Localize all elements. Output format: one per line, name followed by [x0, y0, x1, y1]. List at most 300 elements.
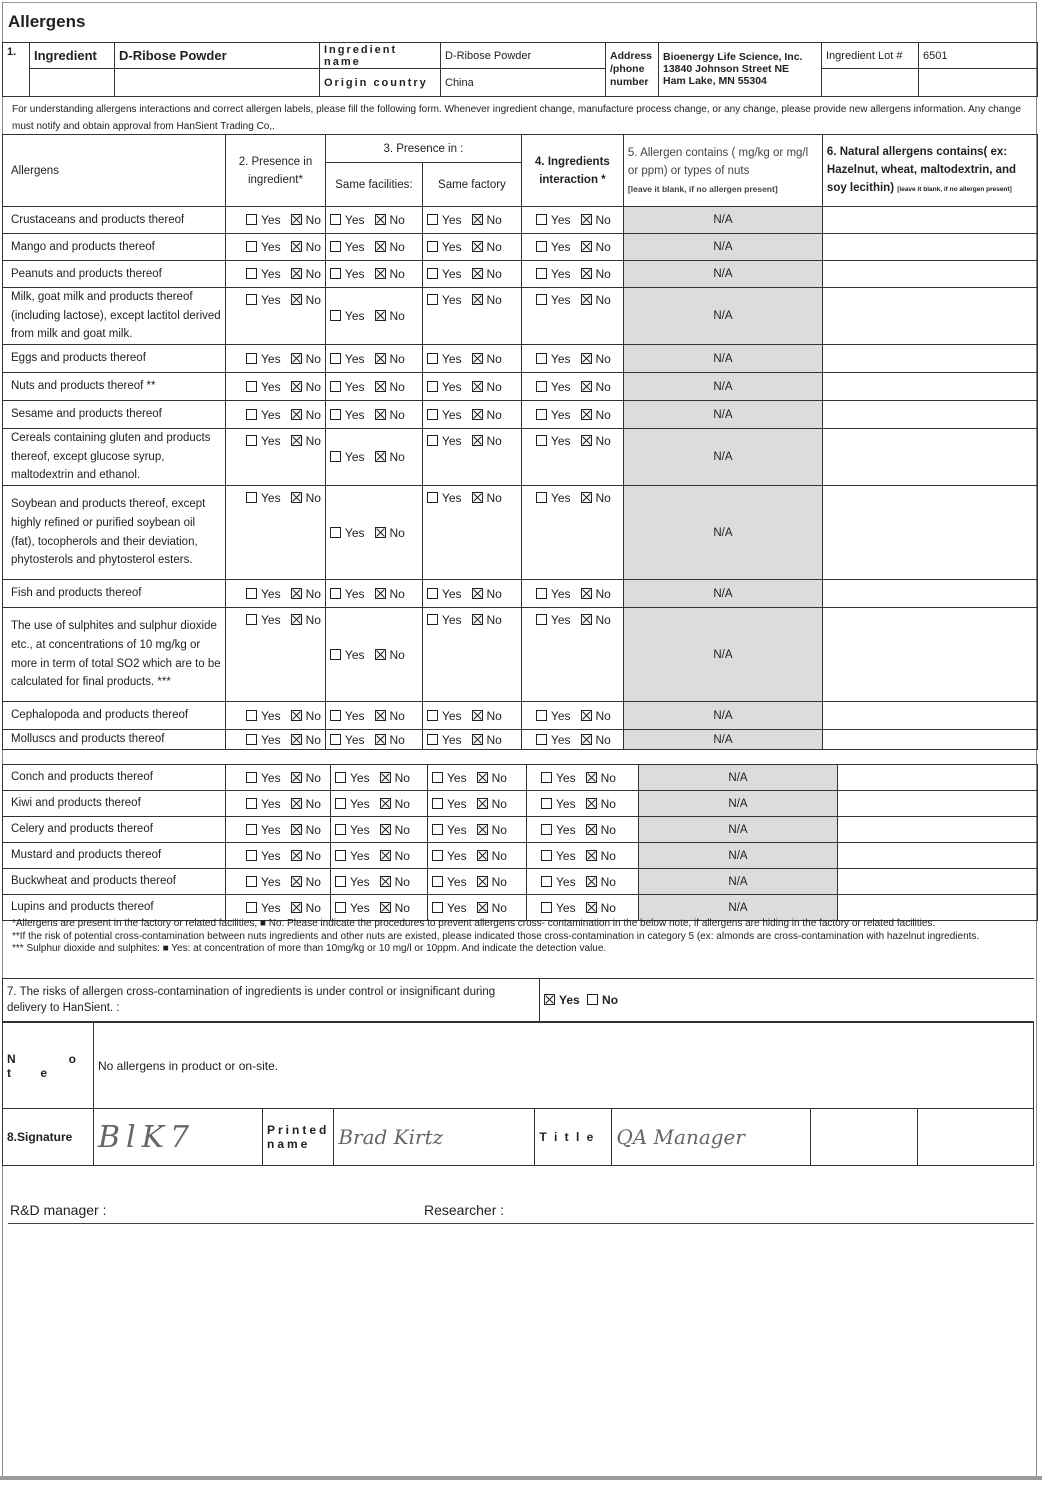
same-factory-no-checkbox[interactable]	[472, 492, 483, 503]
allergen-contains-cell[interactable]: N/A	[623, 486, 822, 580]
interaction-yes-checkbox[interactable]	[541, 798, 552, 809]
presence-no-checkbox[interactable]	[291, 824, 302, 835]
interaction-no-checkbox[interactable]	[581, 734, 592, 745]
same-factory-choice[interactable]	[427, 213, 502, 227]
same-facilities-yes-checkbox[interactable]	[330, 381, 341, 392]
same-facilities-no-checkbox[interactable]	[375, 451, 386, 462]
section7-yes-checkbox[interactable]	[544, 994, 555, 1005]
allergen-contains-cell[interactable]: N/A	[623, 345, 822, 373]
same-facilities-yes-checkbox[interactable]	[335, 876, 346, 887]
same-facilities-choice[interactable]	[330, 352, 405, 366]
same-factory-no-checkbox[interactable]	[472, 353, 483, 364]
same-factory-choice[interactable]	[427, 613, 502, 627]
interaction-choice[interactable]	[541, 823, 616, 837]
interaction-choice[interactable]	[536, 587, 611, 601]
allergen-contains-cell[interactable]: N/A	[623, 730, 822, 750]
same-facilities-choice[interactable]	[330, 526, 405, 540]
allergen-contains-cell[interactable]: N/A	[623, 373, 822, 401]
same-facilities-no-checkbox[interactable]	[380, 876, 391, 887]
same-factory-choice[interactable]	[427, 240, 502, 254]
natural-allergens-cell[interactable]	[838, 765, 1038, 791]
same-factory-yes-checkbox[interactable]	[427, 294, 438, 305]
interaction-choice[interactable]	[536, 613, 611, 627]
same-factory-no-checkbox[interactable]	[477, 876, 488, 887]
presence-no-checkbox[interactable]	[291, 409, 302, 420]
same-factory-yes-checkbox[interactable]	[432, 824, 443, 835]
same-factory-yes-checkbox[interactable]	[427, 588, 438, 599]
same-facilities-yes-checkbox[interactable]	[330, 451, 341, 462]
same-factory-choice[interactable]	[427, 352, 502, 366]
same-factory-no-checkbox[interactable]	[472, 588, 483, 599]
interaction-choice[interactable]	[536, 240, 611, 254]
presence-choice[interactable]	[246, 434, 321, 448]
interaction-choice[interactable]	[541, 849, 616, 863]
same-factory-yes-checkbox[interactable]	[427, 409, 438, 420]
presence-yes-checkbox[interactable]	[246, 492, 257, 503]
presence-choice[interactable]	[246, 613, 321, 627]
allergen-contains-cell[interactable]: N/A	[639, 843, 838, 869]
same-facilities-choice[interactable]	[330, 267, 405, 281]
interaction-cell	[521, 580, 623, 608]
presence-yes-checkbox[interactable]	[246, 294, 257, 305]
same-factory-no-checkbox[interactable]	[477, 772, 488, 783]
same-facilities-choice[interactable]	[330, 309, 405, 323]
same-factory-choice[interactable]	[432, 849, 507, 863]
same-factory-choice[interactable]	[427, 293, 502, 307]
same-facilities-no-checkbox[interactable]	[380, 772, 391, 783]
allergen-row	[3, 843, 1038, 869]
presence-cell	[226, 207, 326, 234]
natural-allergens-cell[interactable]	[822, 207, 1037, 234]
interaction-no-checkbox[interactable]	[581, 710, 592, 721]
same-factory-yes-checkbox[interactable]	[427, 492, 438, 503]
same-factory-yes-checkbox[interactable]	[427, 353, 438, 364]
natural-allergens-cell[interactable]	[822, 730, 1037, 750]
interaction-no-checkbox[interactable]	[581, 214, 592, 225]
presence-no-checkbox[interactable]	[291, 588, 302, 599]
same-factory-choice[interactable]	[427, 434, 502, 448]
same-facilities-choice[interactable]	[335, 797, 410, 811]
natural-allergens-cell[interactable]	[822, 288, 1037, 345]
same-facilities-yes-checkbox[interactable]	[330, 241, 341, 252]
presence-choice[interactable]	[246, 352, 321, 366]
presence-choice[interactable]	[246, 240, 321, 254]
presence-no-checkbox[interactable]	[291, 850, 302, 861]
interaction-yes-checkbox[interactable]	[536, 381, 547, 392]
same-factory-no-checkbox[interactable]	[472, 614, 483, 625]
natural-allergens-cell[interactable]	[822, 373, 1037, 401]
same-facilities-choice[interactable]	[335, 875, 410, 889]
same-factory-yes-checkbox[interactable]	[427, 214, 438, 225]
interaction-cell	[521, 345, 623, 373]
presence-yes-checkbox[interactable]	[246, 772, 257, 783]
allergen-name: Cephalopoda and products thereof	[3, 702, 226, 730]
allergen-contains-cell[interactable]: N/A	[639, 869, 838, 895]
presence-yes-checkbox[interactable]	[246, 214, 257, 225]
same-facilities-yes-checkbox[interactable]	[330, 588, 341, 599]
interaction-no-checkbox[interactable]	[581, 241, 592, 252]
signature-mark[interactable]	[94, 1109, 263, 1166]
same-facilities-choice[interactable]	[330, 450, 405, 464]
presence-no-checkbox[interactable]	[291, 614, 302, 625]
natural-allergens-cell[interactable]	[838, 843, 1038, 869]
interaction-yes-checkbox[interactable]	[541, 824, 552, 835]
same-facilities-choice[interactable]	[330, 587, 405, 601]
interaction-choice[interactable]	[536, 380, 611, 394]
same-facilities-no-checkbox[interactable]	[375, 649, 386, 660]
same-facilities-no-checkbox[interactable]	[380, 824, 391, 835]
interaction-yes-checkbox[interactable]	[536, 588, 547, 599]
presence-yes-checkbox[interactable]	[246, 710, 257, 721]
same-facilities-choice[interactable]	[335, 771, 410, 785]
presence-no-checkbox[interactable]	[291, 710, 302, 721]
same-factory-choice[interactable]	[427, 408, 502, 422]
same-factory-no-checkbox[interactable]	[472, 435, 483, 446]
same-factory-yes-checkbox[interactable]	[432, 850, 443, 861]
same-factory-choice[interactable]	[432, 875, 507, 889]
same-facilities-yes-checkbox[interactable]	[330, 353, 341, 364]
presence-yes-checkbox[interactable]	[246, 409, 257, 420]
same-facilities-yes-checkbox[interactable]	[335, 850, 346, 861]
presence-no-checkbox[interactable]	[291, 294, 302, 305]
same-factory-yes-checkbox[interactable]	[427, 614, 438, 625]
presence-choice[interactable]	[246, 797, 321, 811]
interaction-yes-checkbox[interactable]	[536, 241, 547, 252]
section7-no-checkbox[interactable]	[587, 994, 598, 1005]
same-facilities-choice[interactable]	[330, 213, 405, 227]
interaction-no-checkbox[interactable]	[586, 902, 597, 913]
presence-no-checkbox[interactable]	[291, 214, 302, 225]
lot-value[interactable]: 6501	[919, 43, 1038, 69]
interaction-yes-checkbox[interactable]	[541, 902, 552, 913]
interaction-yes-checkbox[interactable]	[536, 409, 547, 420]
natural-allergens-cell[interactable]	[838, 869, 1038, 895]
presence-yes-checkbox[interactable]	[246, 268, 257, 279]
same-facilities-yes-label: Yes	[344, 379, 365, 394]
same-factory-yes-checkbox[interactable]	[432, 876, 443, 887]
same-facilities-choice[interactable]	[335, 849, 410, 863]
same-factory-yes-checkbox[interactable]	[427, 268, 438, 279]
printed-name-value[interactable]: Brad Kirtz	[334, 1109, 535, 1166]
same-facilities-choice[interactable]	[330, 408, 405, 422]
presence-yes-checkbox[interactable]	[246, 824, 257, 835]
natural-allergens-cell[interactable]	[822, 345, 1037, 373]
presence-choice[interactable]	[246, 823, 321, 837]
same-facilities-no-checkbox[interactable]	[375, 588, 386, 599]
same-factory-cell	[422, 730, 521, 750]
same-factory-no-checkbox[interactable]	[472, 241, 483, 252]
same-facilities-choice[interactable]	[330, 380, 405, 394]
same-facilities-choice[interactable]	[330, 733, 405, 747]
same-factory-yes-checkbox[interactable]	[427, 381, 438, 392]
same-factory-choice[interactable]	[427, 491, 502, 505]
signature-label: 8.Signature	[3, 1109, 94, 1166]
allergen-name: Soybean and products thereof, except highly refined or purified soybean oil (fat), tocopherols and their deviation, phytosterols and phytosterol esters.	[3, 486, 226, 580]
presence-choice[interactable]	[246, 901, 321, 915]
presence-choice[interactable]	[246, 408, 321, 422]
interaction-yes-label: Yes	[550, 613, 571, 627]
interaction-no-checkbox[interactable]	[586, 876, 597, 887]
interaction-no-checkbox[interactable]	[586, 772, 597, 783]
interaction-choice[interactable]	[536, 434, 611, 448]
interaction-choice[interactable]	[536, 733, 611, 747]
presence-yes-label: Yes	[261, 434, 281, 448]
interaction-no-checkbox[interactable]	[586, 850, 597, 861]
interaction-no-checkbox[interactable]	[581, 614, 592, 625]
natural-allergens-cell[interactable]	[822, 608, 1037, 702]
col-natural	[822, 135, 1037, 207]
same-factory-choice[interactable]	[427, 733, 502, 747]
interaction-choice[interactable]	[541, 901, 616, 915]
same-facilities-yes-checkbox[interactable]	[330, 214, 341, 225]
presence-no-checkbox[interactable]	[291, 241, 302, 252]
interaction-no-checkbox[interactable]	[581, 409, 592, 420]
same-factory-choice[interactable]	[427, 587, 502, 601]
interaction-no-checkbox[interactable]	[586, 824, 597, 835]
natural-allergens-cell[interactable]	[822, 234, 1037, 261]
same-facilities-yes-checkbox[interactable]	[330, 310, 341, 321]
presence-no-checkbox[interactable]	[291, 268, 302, 279]
presence-no-checkbox[interactable]	[291, 353, 302, 364]
same-factory-no-checkbox[interactable]	[477, 798, 488, 809]
ingredient-name-value[interactable]: D-Ribose Powder	[441, 43, 606, 69]
interaction-no-checkbox[interactable]	[581, 492, 592, 503]
same-facilities-choice[interactable]	[335, 901, 410, 915]
interaction-choice[interactable]	[536, 709, 611, 723]
interaction-no-checkbox[interactable]	[581, 435, 592, 446]
allergen-contains-cell[interactable]: N/A	[639, 817, 838, 843]
same-facilities-yes-checkbox[interactable]	[330, 527, 341, 538]
interaction-choice[interactable]	[536, 491, 611, 505]
natural-allergens-cell[interactable]	[838, 817, 1038, 843]
natural-allergens-cell[interactable]	[838, 791, 1038, 817]
allergen-row	[3, 486, 1038, 580]
same-facilities-choice[interactable]	[330, 240, 405, 254]
presence-choice[interactable]	[246, 709, 321, 723]
allergen-contains-cell[interactable]: N/A	[623, 608, 822, 702]
same-facilities-yes-checkbox[interactable]	[330, 409, 341, 420]
same-facilities-no-checkbox[interactable]	[380, 902, 391, 913]
interaction-yes-checkbox[interactable]	[536, 214, 547, 225]
same-facilities-no-checkbox[interactable]	[375, 381, 386, 392]
allergen-contains-cell[interactable]: N/A	[623, 207, 822, 234]
presence-no-checkbox[interactable]	[291, 435, 302, 446]
same-factory-choice[interactable]	[432, 901, 507, 915]
same-facilities-no-checkbox[interactable]	[380, 798, 391, 809]
presence-choice[interactable]	[246, 380, 321, 394]
interaction-yes-checkbox[interactable]	[541, 772, 552, 783]
same-facilities-no-checkbox[interactable]	[375, 310, 386, 321]
allergen-contains-cell[interactable]: N/A	[623, 429, 822, 486]
address-value[interactable]	[659, 43, 822, 97]
interaction-yes-checkbox[interactable]	[536, 353, 547, 364]
same-factory-yes-checkbox[interactable]	[427, 241, 438, 252]
same-factory-choice[interactable]	[432, 823, 507, 837]
same-facilities-yes-checkbox[interactable]	[330, 734, 341, 745]
allergen-contains-cell[interactable]: N/A	[623, 702, 822, 730]
same-facilities-no-checkbox[interactable]	[375, 710, 386, 721]
same-facilities-choice[interactable]	[330, 648, 405, 662]
same-facilities-no-checkbox[interactable]	[375, 353, 386, 364]
interaction-choice[interactable]	[536, 408, 611, 422]
same-facilities-no-checkbox[interactable]	[375, 409, 386, 420]
presence-yes-checkbox[interactable]	[246, 435, 257, 446]
interaction-yes-checkbox[interactable]	[536, 294, 547, 305]
lot-label: Ingredient Lot #	[822, 43, 919, 69]
presence-yes-checkbox[interactable]	[246, 381, 257, 392]
presence-no-checkbox[interactable]	[291, 734, 302, 745]
same-factory-yes-checkbox[interactable]	[427, 435, 438, 446]
presence-choice[interactable]	[246, 491, 321, 505]
presence-no-checkbox[interactable]	[291, 381, 302, 392]
interaction-yes-checkbox[interactable]	[536, 734, 547, 745]
same-facilities-yes-checkbox[interactable]	[335, 824, 346, 835]
presence-no-checkbox[interactable]	[291, 492, 302, 503]
interaction-choice[interactable]	[536, 267, 611, 281]
same-factory-no-label: No	[486, 491, 502, 505]
allergen-contains-cell[interactable]: N/A	[623, 580, 822, 608]
presence-choice[interactable]	[246, 849, 321, 863]
same-factory-yes-checkbox[interactable]	[432, 798, 443, 809]
interaction-yes-checkbox[interactable]	[536, 614, 547, 625]
same-factory-yes-checkbox[interactable]	[432, 772, 443, 783]
same-facilities-no-checkbox[interactable]	[380, 850, 391, 861]
natural-allergens-cell[interactable]	[838, 895, 1038, 921]
same-facilities-no-checkbox[interactable]	[375, 214, 386, 225]
presence-choice[interactable]	[246, 771, 321, 785]
natural-allergens-cell[interactable]	[822, 702, 1037, 730]
same-factory-choice[interactable]	[432, 797, 507, 811]
allergen-contains-cell[interactable]: N/A	[639, 765, 838, 791]
presence-choice[interactable]	[246, 587, 321, 601]
same-facilities-no-checkbox[interactable]	[375, 734, 386, 745]
same-facilities-choice[interactable]	[335, 823, 410, 837]
presence-no-checkbox[interactable]	[291, 902, 302, 913]
interaction-no-checkbox[interactable]	[581, 353, 592, 364]
presence-yes-checkbox[interactable]	[246, 614, 257, 625]
natural-allergens-cell[interactable]	[822, 401, 1037, 429]
origin-value[interactable]: China	[441, 69, 606, 97]
natural-allergens-cell[interactable]	[822, 429, 1037, 486]
interaction-yes-checkbox[interactable]	[536, 710, 547, 721]
section7-answer[interactable]	[540, 979, 1035, 1022]
presence-choice[interactable]	[246, 733, 321, 747]
allergen-contains-cell[interactable]: N/A	[639, 895, 838, 921]
natural-allergens-cell[interactable]	[822, 261, 1037, 288]
same-factory-yes-label: Yes	[441, 379, 462, 394]
presence-no-checkbox[interactable]	[291, 876, 302, 887]
presence-yes-checkbox[interactable]	[246, 588, 257, 599]
same-factory-choice[interactable]	[432, 771, 507, 785]
interaction-no-checkbox[interactable]	[586, 798, 597, 809]
interaction-yes-checkbox[interactable]	[536, 268, 547, 279]
title-value[interactable]: QA Manager	[612, 1109, 811, 1166]
presence-yes-checkbox[interactable]	[246, 798, 257, 809]
interaction-no-checkbox[interactable]	[581, 294, 592, 305]
same-facilities-yes-checkbox[interactable]	[330, 268, 341, 279]
col-natural-text: 6. Natural allergens contains( ex: Hazelnut, wheat, maltodextrin, and soy lecithin)	[826, 145, 1017, 194]
interaction-choice[interactable]	[536, 213, 611, 227]
same-facilities-choice[interactable]	[330, 709, 405, 723]
presence-choice[interactable]	[246, 293, 321, 307]
ingredient-value[interactable]: D-Ribose Powder	[115, 43, 320, 69]
same-factory-yes-checkbox[interactable]	[427, 710, 438, 721]
same-factory-choice[interactable]	[427, 380, 502, 394]
interaction-choice[interactable]	[541, 797, 616, 811]
natural-allergens-cell[interactable]	[822, 580, 1037, 608]
same-factory-no-checkbox[interactable]	[472, 734, 483, 745]
same-facilities-yes-checkbox[interactable]	[335, 902, 346, 913]
presence-choice[interactable]	[246, 875, 321, 889]
allergen-contains-cell[interactable]: N/A	[623, 261, 822, 288]
presence-no-checkbox[interactable]	[291, 772, 302, 783]
same-facilities-yes-label: Yes	[344, 213, 365, 227]
same-factory-yes-checkbox[interactable]	[432, 902, 443, 913]
same-factory-no-checkbox[interactable]	[472, 710, 483, 721]
same-facilities-yes-checkbox[interactable]	[330, 710, 341, 721]
same-factory-no-checkbox[interactable]	[477, 824, 488, 835]
interaction-yes-checkbox[interactable]	[541, 876, 552, 887]
same-factory-choice[interactable]	[427, 267, 502, 281]
same-factory-no-checkbox[interactable]	[472, 268, 483, 279]
interaction-cell	[527, 817, 639, 843]
allergen-contains-cell[interactable]: N/A	[623, 234, 822, 261]
interaction-choice[interactable]	[536, 352, 611, 366]
same-facilities-cell	[325, 486, 422, 580]
same-factory-no-checkbox[interactable]	[477, 902, 488, 913]
interaction-yes-label: Yes	[556, 796, 576, 811]
allergen-contains-cell[interactable]: N/A	[623, 401, 822, 429]
same-factory-no-checkbox[interactable]	[477, 850, 488, 861]
presence-no-checkbox[interactable]	[291, 798, 302, 809]
interaction-yes-checkbox[interactable]	[536, 492, 547, 503]
same-factory-no-checkbox[interactable]	[472, 294, 483, 305]
interaction-yes-checkbox[interactable]	[536, 435, 547, 446]
same-facilities-no-checkbox[interactable]	[375, 527, 386, 538]
presence-yes-checkbox[interactable]	[246, 850, 257, 861]
interaction-no-checkbox[interactable]	[581, 588, 592, 599]
same-facilities-yes-checkbox[interactable]	[335, 798, 346, 809]
same-factory-yes-checkbox[interactable]	[427, 734, 438, 745]
ingredient-header-table	[2, 42, 1038, 97]
presence-choice[interactable]	[246, 213, 321, 227]
presence-choice[interactable]	[246, 267, 321, 281]
interaction-yes-checkbox[interactable]	[541, 850, 552, 861]
presence-yes-checkbox[interactable]	[246, 902, 257, 913]
same-facilities-no-checkbox[interactable]	[375, 268, 386, 279]
natural-allergens-cell[interactable]	[822, 486, 1037, 580]
same-factory-no-checkbox[interactable]	[472, 381, 483, 392]
presence-yes-checkbox[interactable]	[246, 241, 257, 252]
note-value[interactable]: No allergens in product or on-site.	[94, 1023, 1034, 1109]
same-factory-no-checkbox[interactable]	[472, 409, 483, 420]
same-facilities-yes-checkbox[interactable]	[330, 649, 341, 660]
presence-yes-checkbox[interactable]	[246, 876, 257, 887]
interaction-no-checkbox[interactable]	[581, 268, 592, 279]
same-facilities-no-checkbox[interactable]	[375, 241, 386, 252]
interaction-choice[interactable]	[541, 875, 616, 889]
interaction-no-checkbox[interactable]	[581, 381, 592, 392]
interaction-choice[interactable]	[536, 293, 611, 307]
allergen-contains-cell[interactable]: N/A	[639, 791, 838, 817]
allergen-contains-cell[interactable]: N/A	[623, 288, 822, 345]
same-factory-choice[interactable]	[427, 709, 502, 723]
same-factory-no-checkbox[interactable]	[472, 214, 483, 225]
same-facilities-yes-checkbox[interactable]	[335, 772, 346, 783]
presence-yes-checkbox[interactable]	[246, 734, 257, 745]
interaction-choice[interactable]	[541, 771, 616, 785]
presence-yes-checkbox[interactable]	[246, 353, 257, 364]
